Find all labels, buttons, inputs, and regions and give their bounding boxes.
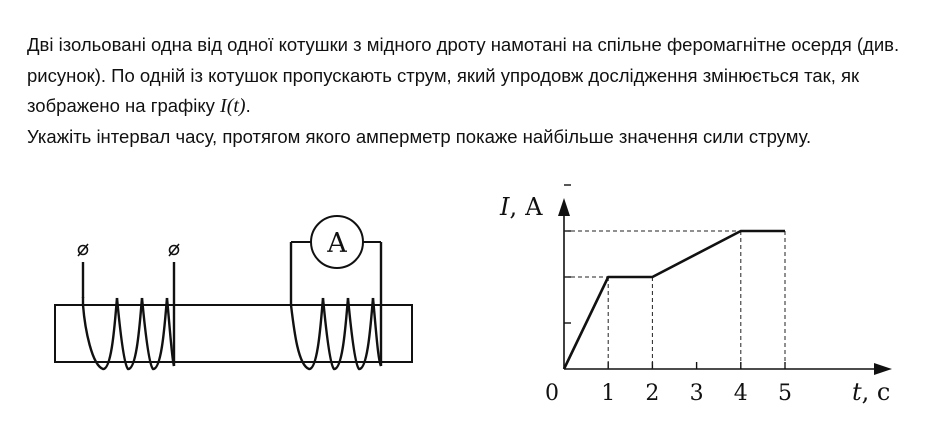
x-tick-label: 3 bbox=[689, 381, 704, 406]
problem-text-part1: Дві ізольовані одна від одної котушки з мідного дроту намотані на спільне феромагнітне осердя (див. рисунок). По одній із котушок пропускають струм, який упродовж дослідження змінюється так, як зображено на графіку bbox=[27, 34, 900, 116]
x-tick-label: 2 bbox=[645, 381, 660, 406]
y-axis-unit: А bbox=[524, 193, 543, 221]
x-axis-label: t, с bbox=[852, 378, 891, 406]
ferromagnetic-core bbox=[55, 305, 412, 362]
y-axis-label: I, А bbox=[500, 193, 543, 221]
problem-text-part2: . bbox=[245, 95, 251, 116]
graph-reference: I(t) bbox=[220, 95, 246, 117]
x-axis-unit: с bbox=[876, 378, 891, 406]
ammeter-label: A bbox=[327, 228, 347, 259]
x-tick-label: 0 bbox=[545, 381, 559, 406]
x-ticks bbox=[608, 362, 785, 369]
coil-diagram bbox=[55, 216, 412, 369]
x-tick-label: 4 bbox=[733, 381, 748, 406]
current-series-line bbox=[564, 231, 785, 369]
x-tick-label: 5 bbox=[778, 381, 792, 406]
y-axis-var: I bbox=[500, 193, 510, 221]
problem-question: Укажіть інтервал часу, протягом якого амперметр покаже найбільше значення сили струму. bbox=[27, 125, 812, 147]
current-graph bbox=[499, 185, 892, 406]
x-axis-var: t bbox=[852, 378, 862, 406]
x-axis-arrow bbox=[874, 363, 892, 375]
x-tick-labels bbox=[545, 381, 792, 406]
x-tick-label: 1 bbox=[601, 381, 616, 406]
y-axis-arrow bbox=[558, 198, 570, 216]
